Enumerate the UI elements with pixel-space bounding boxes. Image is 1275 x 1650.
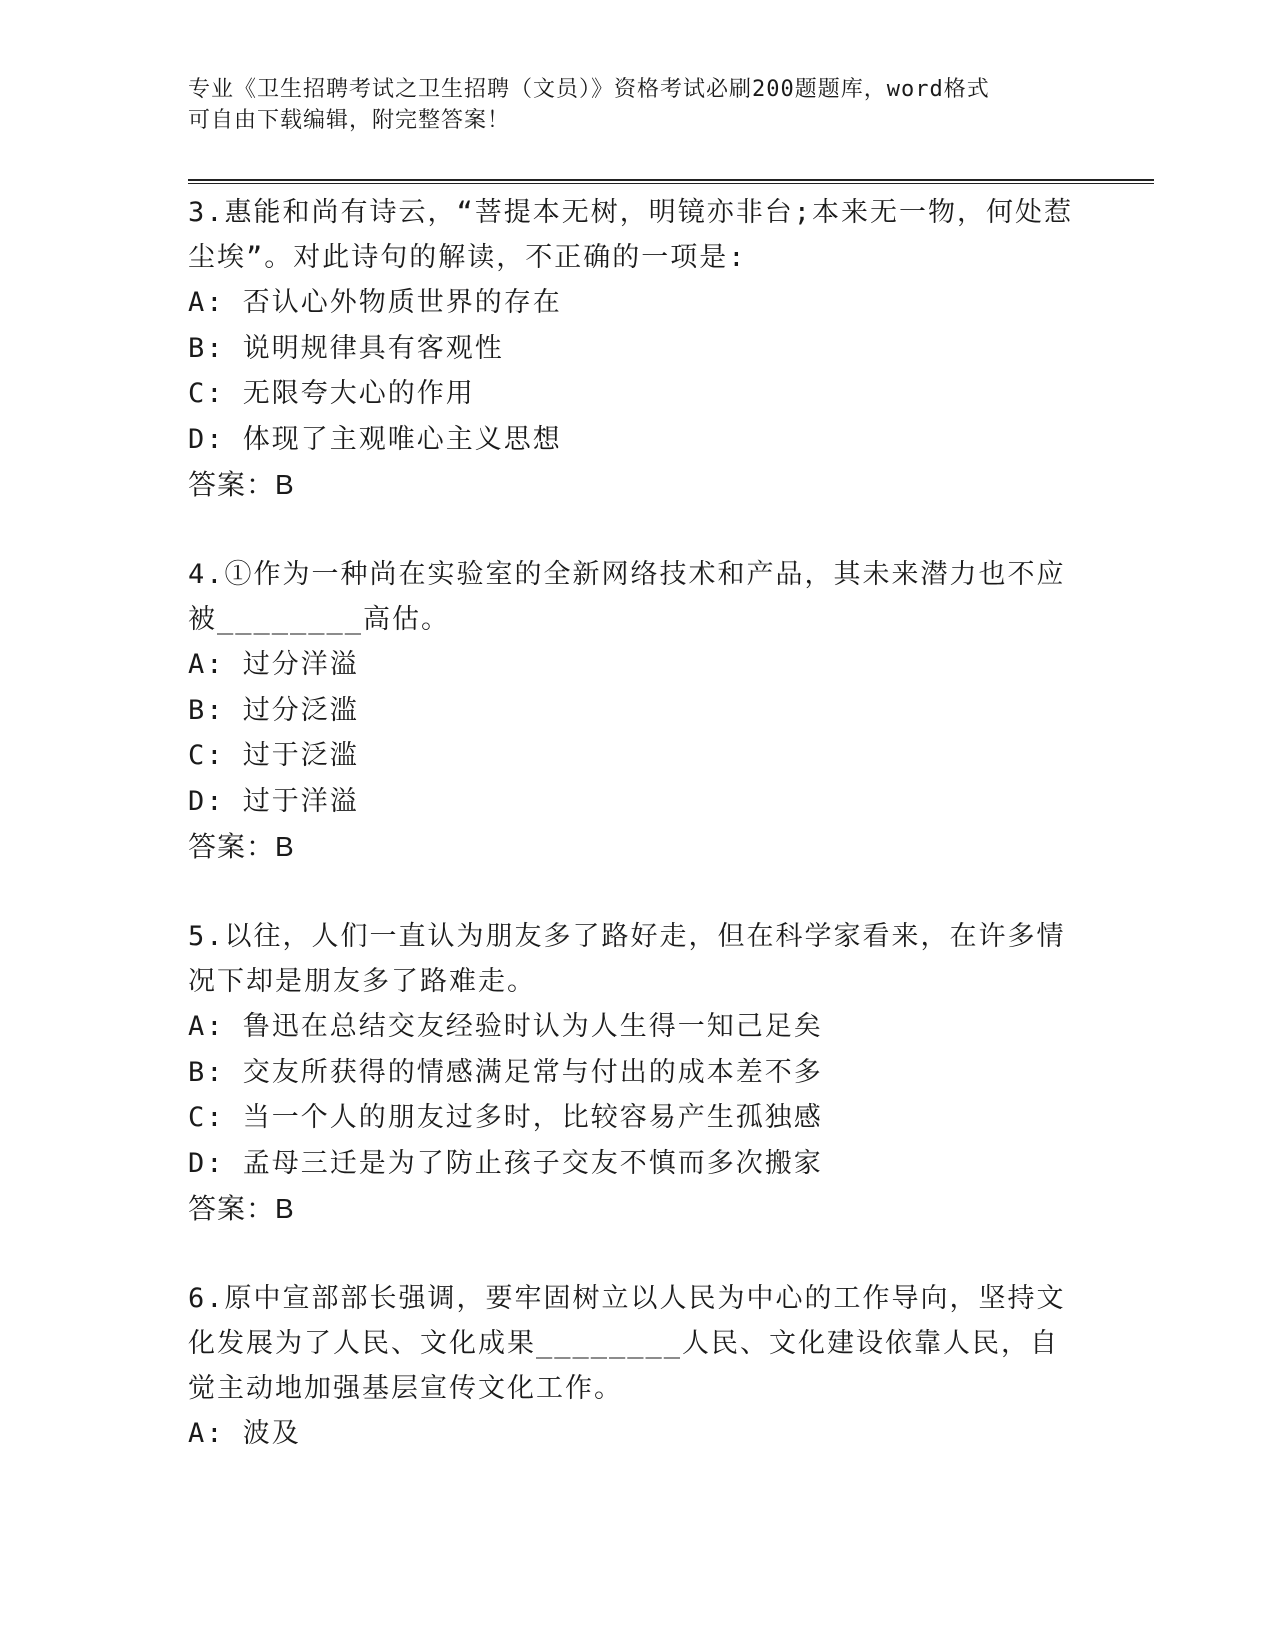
option-c: C: 无限夸大心的作用 — [188, 378, 475, 409]
question-6 — [188, 1276, 1088, 1457]
question-5 — [188, 914, 1088, 1231]
option-b: B: 交友所获得的情感满足常与付出的成本差不多 — [188, 1056, 823, 1088]
answer: 答案：B — [188, 831, 295, 862]
question-3 — [188, 190, 1088, 507]
option-a: A: 波及 — [188, 1418, 301, 1449]
question-stem: 3.惠能和尚有诗云，“菩提本无树，明镜亦非台;本来无一物，何处惹尘埃”。对此诗句的解读，不正确的一项是: — [188, 197, 1074, 273]
option-a: A: 鲁迅在总结交友经验时认为人生得一知己足矣 — [188, 1011, 823, 1042]
header-divider-thin — [188, 183, 1154, 184]
document-header — [188, 74, 1088, 136]
answer: 答案：B — [188, 1193, 295, 1224]
question-list — [188, 190, 1088, 1502]
option-d: D: 孟母三迁是为了防止孩子交友不慎而多次搬家 — [188, 1147, 823, 1179]
question-stem: 4.①作为一种尚在实验室的全新网络技术和产品，其未来潜力也不应被________高估。 — [188, 559, 1066, 635]
option-a: A: 过分洋溢 — [188, 649, 359, 680]
option-d: D: 体现了主观唯心主义思想 — [188, 423, 562, 455]
answer: 答案：B — [188, 469, 295, 500]
header-line-2: 可自由下载编辑，附完整答案！ — [188, 108, 511, 133]
header-divider — [188, 179, 1154, 181]
question-stem: 6.原中宣部部长强调，要牢固树立以人民为中心的工作导向，坚持文化发展为了人民、文化成果________人民、文化建设依靠人民，自觉主动地加强基层宣传文化工作。 — [188, 1283, 1066, 1404]
header-line-1: 专业《卫生招聘考试之卫生招聘（文员）》资格考试必刷200题题库，word格式 — [188, 77, 990, 102]
question-stem: 5.以往，人们一直认为朋友多了路好走，但在科学家看来，在许多情况下却是朋友多了路难走。 — [188, 921, 1066, 997]
option-b: B: 过分泛滥 — [188, 694, 359, 726]
option-c: C: 过于泛滥 — [188, 740, 359, 771]
question-4 — [188, 552, 1088, 869]
option-d: D: 过于洋溢 — [188, 785, 359, 817]
option-a: A: 否认心外物质世界的存在 — [188, 287, 562, 318]
option-b: B: 说明规律具有客观性 — [188, 332, 504, 364]
option-c: C: 当一个人的朋友过多时，比较容易产生孤独感 — [188, 1102, 823, 1133]
